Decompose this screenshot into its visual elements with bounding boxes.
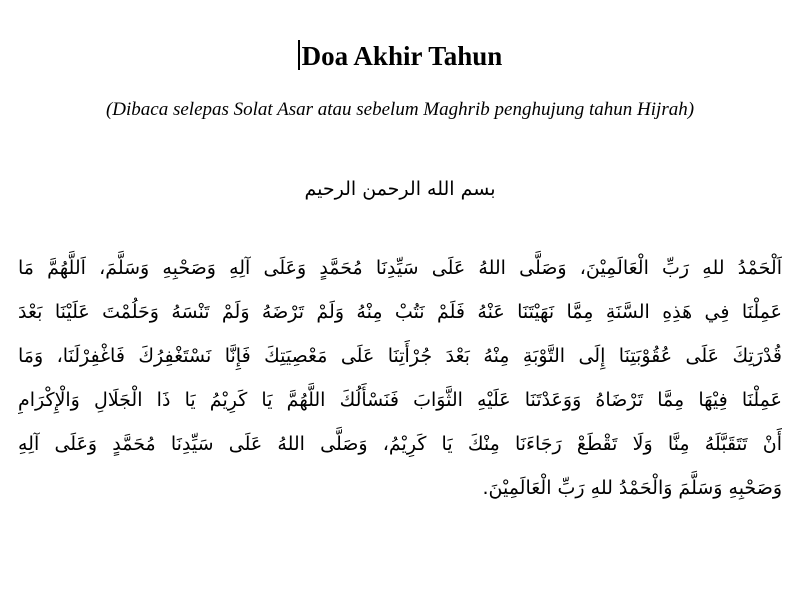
doa-line: عَمِلْنَا فِي هَذِهِ السَّنَةِ مِمَّا نَهَيْتَنَا عَنْهُ فَلَمْ نَتُبْ مِنْهُ وَلَمْ تَرْضَهُ وَلَمْ تَنْسَهُ وَحَلُمْتَ عَلَيْنَا بَعْدَ: [18, 301, 782, 323]
document-title-wrapper[interactable]: [298, 41, 503, 71]
basmala: بسم الله الرحمن الرحيم: [304, 178, 496, 200]
doa-line: قُدْرَتِكَ عَلَى عُقُوْبَتِنَا إِلَى التَّوْبَةِ مِنْهُ بَعْدَ جُرْأَتِنَا عَلَى مَعْصِيَتِكَ فَإِنَّا نَسْتَغْفِرُكَ فَاغْفِرْلَنَا، وَمَا: [18, 345, 782, 367]
doa-body: [18, 246, 782, 510]
doa-line: اَلْحَمْدُ للهِ رَبِّ الْعَالَمِيْنَ، وَصَلَّى اللهُ عَلَى سَيِّدِنَا مُحَمَّدٍ وَعَلَى آلِهِ وَصَحْبِهِ وَسَلَّمَ، اَللَّهُمَّ مَا: [18, 257, 782, 279]
document-subtitle: (Dibaca selepas Solat Asar atau sebelum Maghrib penghujung tahun Hijrah): [105, 99, 695, 120]
title-row: [18, 36, 782, 76]
doa-line: أَنْ تَتَقَبَّلَهُ مِنَّا وَلَا تَقْطَعْ رَجَاءَنَا مِنْكَ يَا كَرِيْمُ، وَصَلَّى اللهُ عَلَى سَيِّدِنَا مُحَمَّدٍ وَعَلَى آلِهِ: [18, 433, 782, 455]
doa-line-last: وَصَحْبِهِ وَسَلَّمَ وَالْحَمْدُ للهِ رَبِّ الْعَالَمِيْنَ.: [482, 477, 782, 499]
doa-line: عَمِلْنَا فِيْهَا مِمَّا تَرْضَاهُ وَوَعَدْتَنَا عَلَيْهِ الثَّوَابَ فَنَسْأَلُكَ اللَّهُمَّ يَا كَرِيْمُ يَا ذَا الْجَلَالِ وَالْإِكْرَامِ: [18, 389, 782, 411]
text-cursor: [298, 40, 300, 70]
document-title: Doa Akhir Tahun: [301, 41, 503, 71]
